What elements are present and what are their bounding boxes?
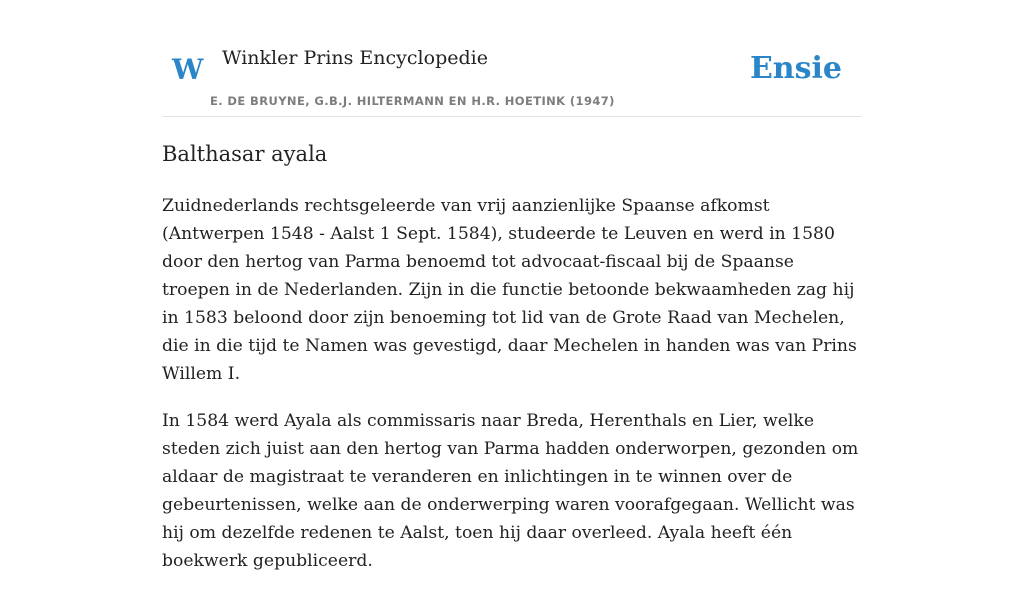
site-header: [162, 0, 862, 117]
publication-title[interactable]: Winkler Prins Encyclopedie: [222, 47, 488, 69]
article-body: [162, 192, 862, 594]
publication-logo-icon[interactable]: W: [172, 53, 204, 86]
article-paragraph-1: Zuidnederlands rechtsgeleerde van vrij aanzienlijke Spaanse afkomst (Antwerpen 1548 - Aalst 1 Sept. 1584), studeerde te Leuven en werd in 1580 door den hertog van Parma benoemd tot advocaat-fiscaal bij de Spaanse troepen in de Nederlanden. Zijn in die functie betoonde bekwaamheden zag hij in 1583 beloond door zijn benoeming tot lid van de Grote Raad van Mechelen, die in die tijd te Namen was gevestigd, daar Mechelen in handen was van Prins Willem I.: [162, 196, 857, 384]
ensie-logo[interactable]: Ensie: [749, 51, 842, 86]
article-paragraph-2: In 1584 werd Ayala als commissaris naar Breda, Herenthals en Lier, welke steden zich juist aan den hertog van Parma hadden onderworpen, gezonden om aldaar de magistraat te veranderen en inlichtingen in te winnen over de gebeurtenissen, welke aan de onderwerping waren voorafgegaan. Wellicht was hij om dezelfde redenen te Aalst, toen hij daar overleed. Ayala heeft één boekwerk gepubliceerd.: [162, 411, 859, 571]
article-title: Balthasar ayala: [162, 142, 328, 166]
publication-authors: E. DE BRUYNE, G.B.J. HILTERMANN EN H.R. HOETINK (1947): [210, 94, 615, 108]
